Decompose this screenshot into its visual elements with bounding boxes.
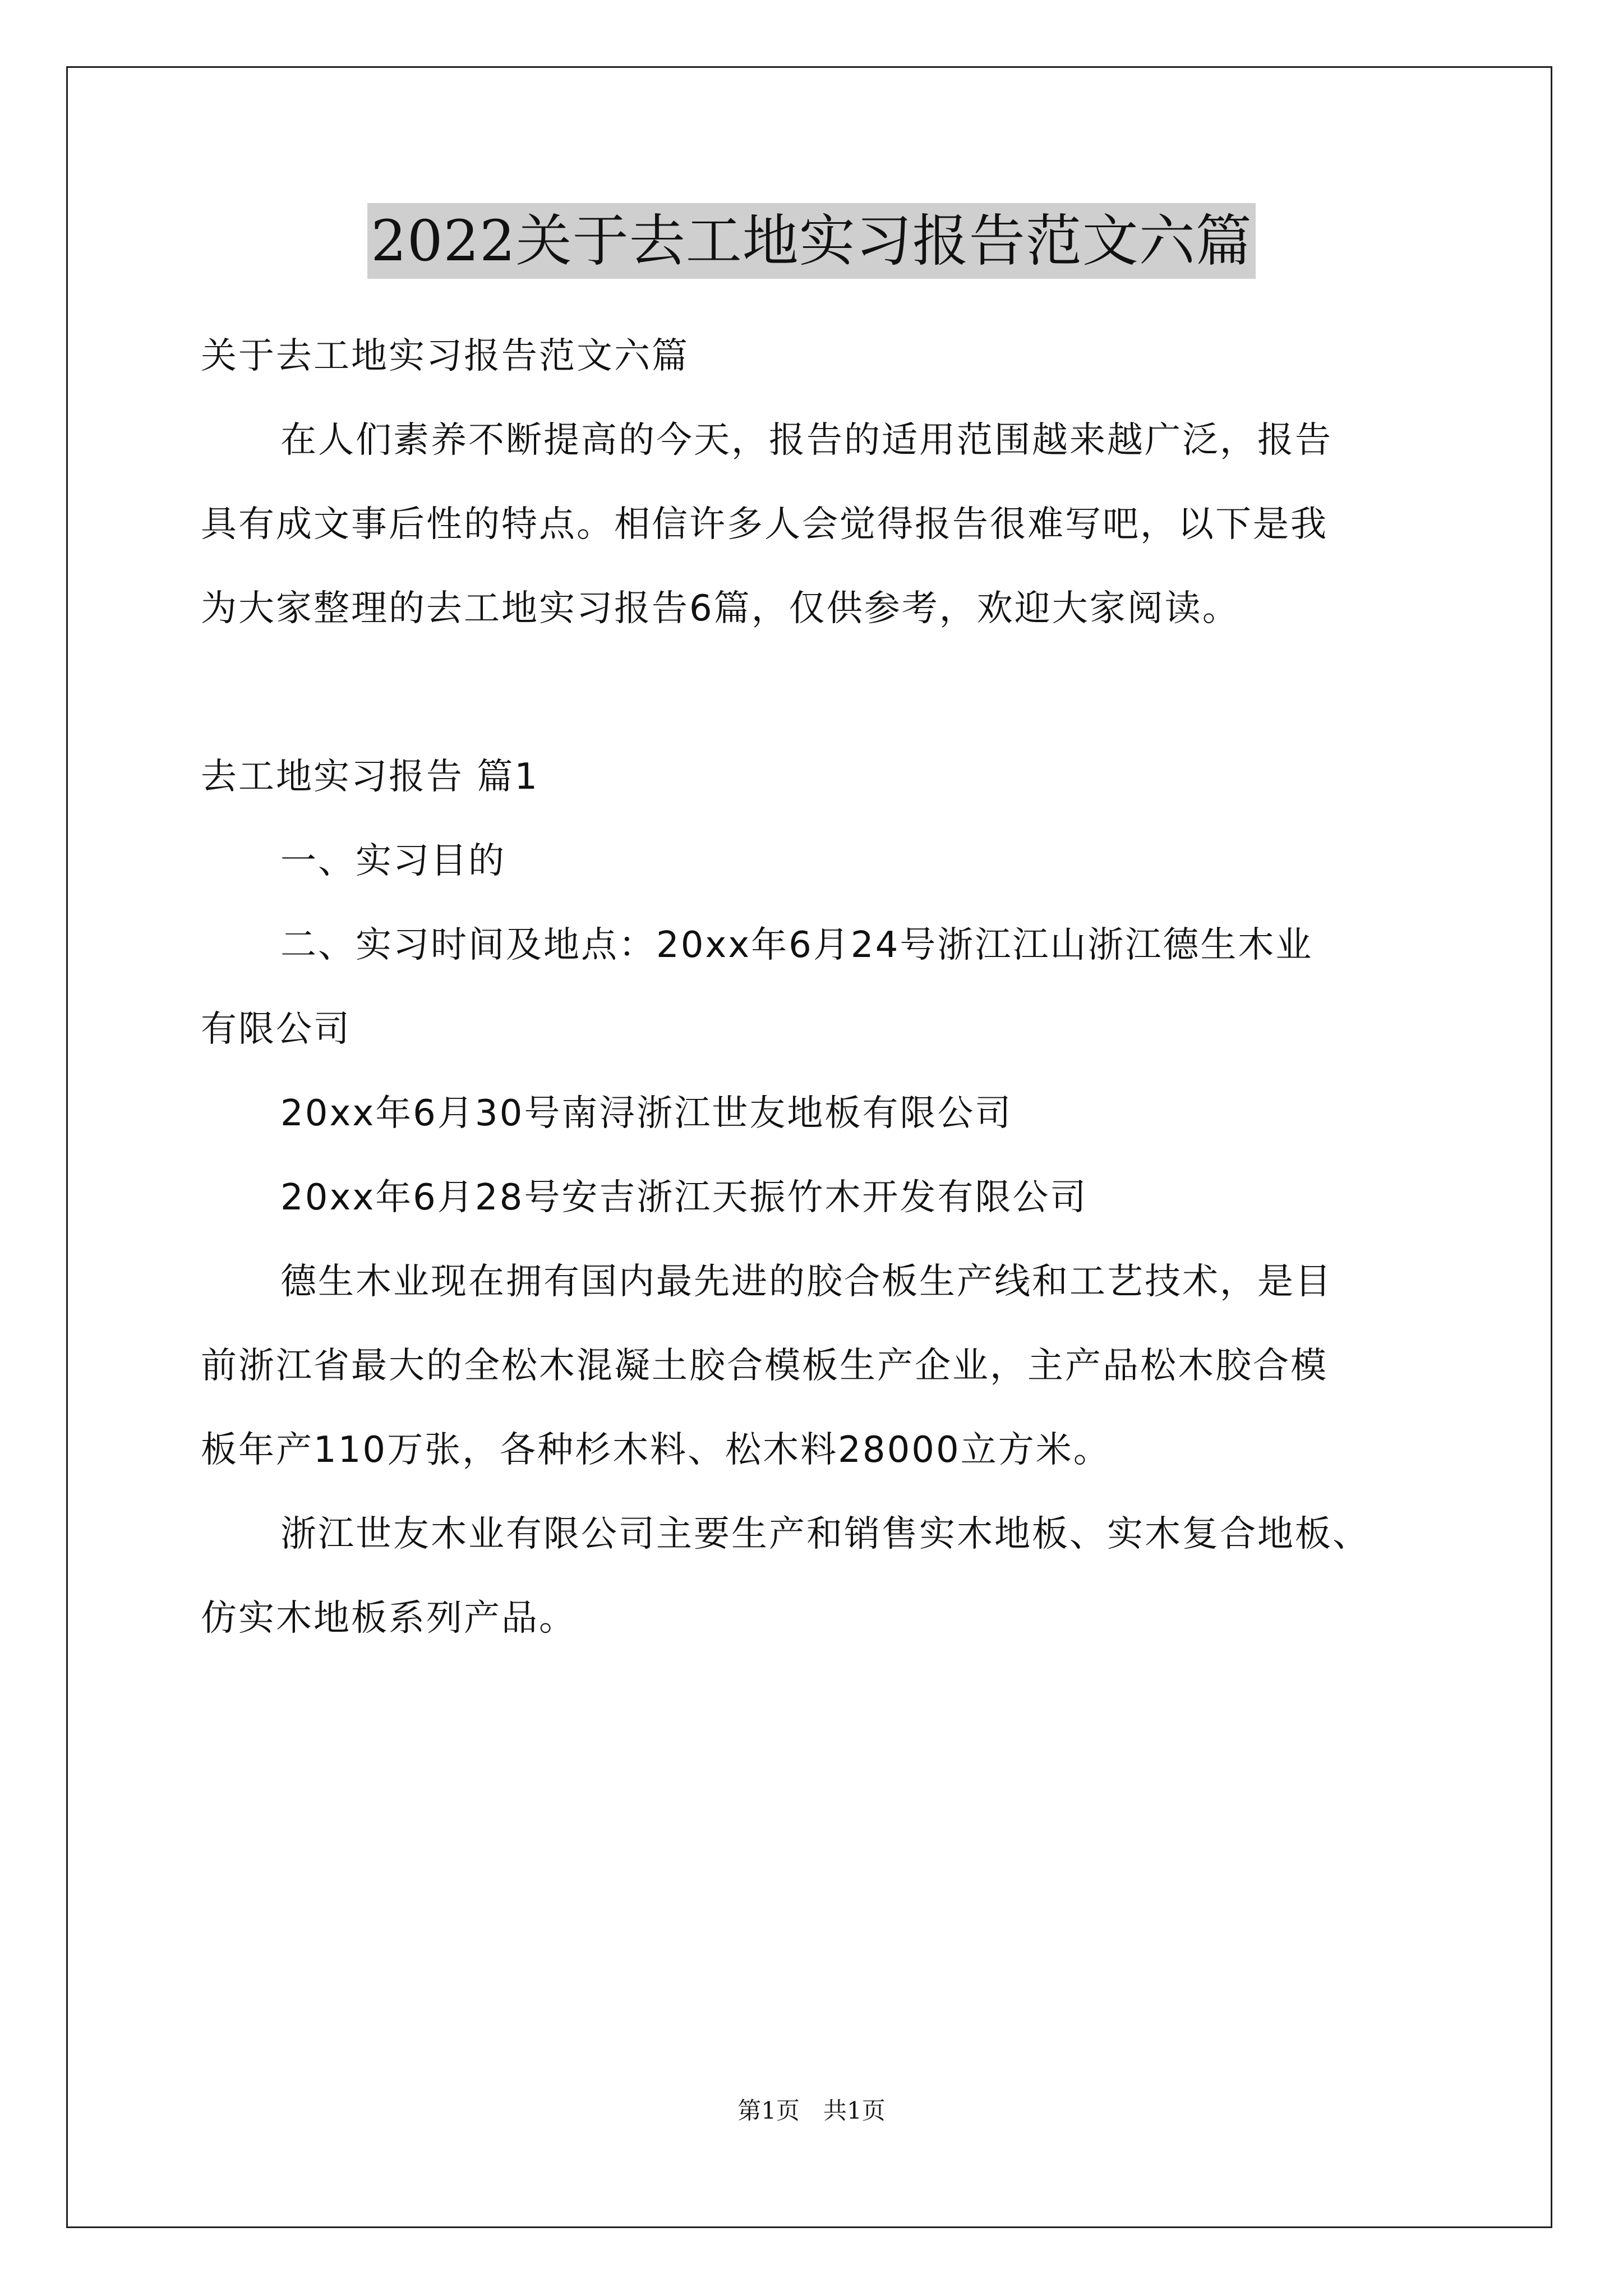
- title-container: [0, 203, 1623, 279]
- intro-line-2: 具有成文事后性的特点。相信许多人会觉得报告很难写吧，以下是我: [201, 504, 1328, 545]
- item-time-location-line-2: 有限公司: [201, 1009, 351, 1050]
- shiyou-paragraph-line-2: 仿实木地板系列产品。: [201, 1598, 577, 1639]
- item-internship-purpose: 一、实习目的: [280, 840, 506, 882]
- desheng-paragraph-line-3: 板年产110万张，各种杉木料、松木料28000立方米。: [201, 1429, 1111, 1471]
- document-body: [201, 314, 1432, 1660]
- subtitle: 关于去工地实习报告范文六篇: [201, 335, 689, 377]
- page-footer: 第1页 共1页: [737, 2097, 886, 2124]
- intro-line-1: 在人们素养不断提高的今天，报告的适用范围越来越广泛，报告: [280, 420, 1332, 461]
- document-title: 2022关于去工地实习报告范文六篇: [367, 203, 1256, 279]
- section-heading: 去工地实习报告 篇1: [201, 756, 540, 798]
- date-line-2: 20xx年6月28号安吉浙江天振竹木开发有限公司: [280, 1177, 1088, 1218]
- desheng-paragraph-line-2: 前浙江省最大的全松木混凝土胶合模板生产企业，主产品松木胶合模: [201, 1345, 1328, 1387]
- item-time-location-line-1: 二、实习时间及地点：20xx年6月24号浙江江山浙江德生木业: [280, 924, 1313, 966]
- intro-line-3: 为大家整理的去工地实习报告6篇，仅供参考，欢迎大家阅读。: [201, 588, 1240, 629]
- shiyou-paragraph-line-1: 浙江世友木业有限公司主要生产和销售实木地板、实木复合地板、: [280, 1513, 1370, 1555]
- date-line-1: 20xx年6月30号南浔浙江世友地板有限公司: [280, 1093, 1013, 1134]
- spacer: [201, 651, 1432, 735]
- desheng-paragraph-line-1: 德生木业现在拥有国内最先进的胶合板生产线和工艺技术，是目: [280, 1261, 1332, 1303]
